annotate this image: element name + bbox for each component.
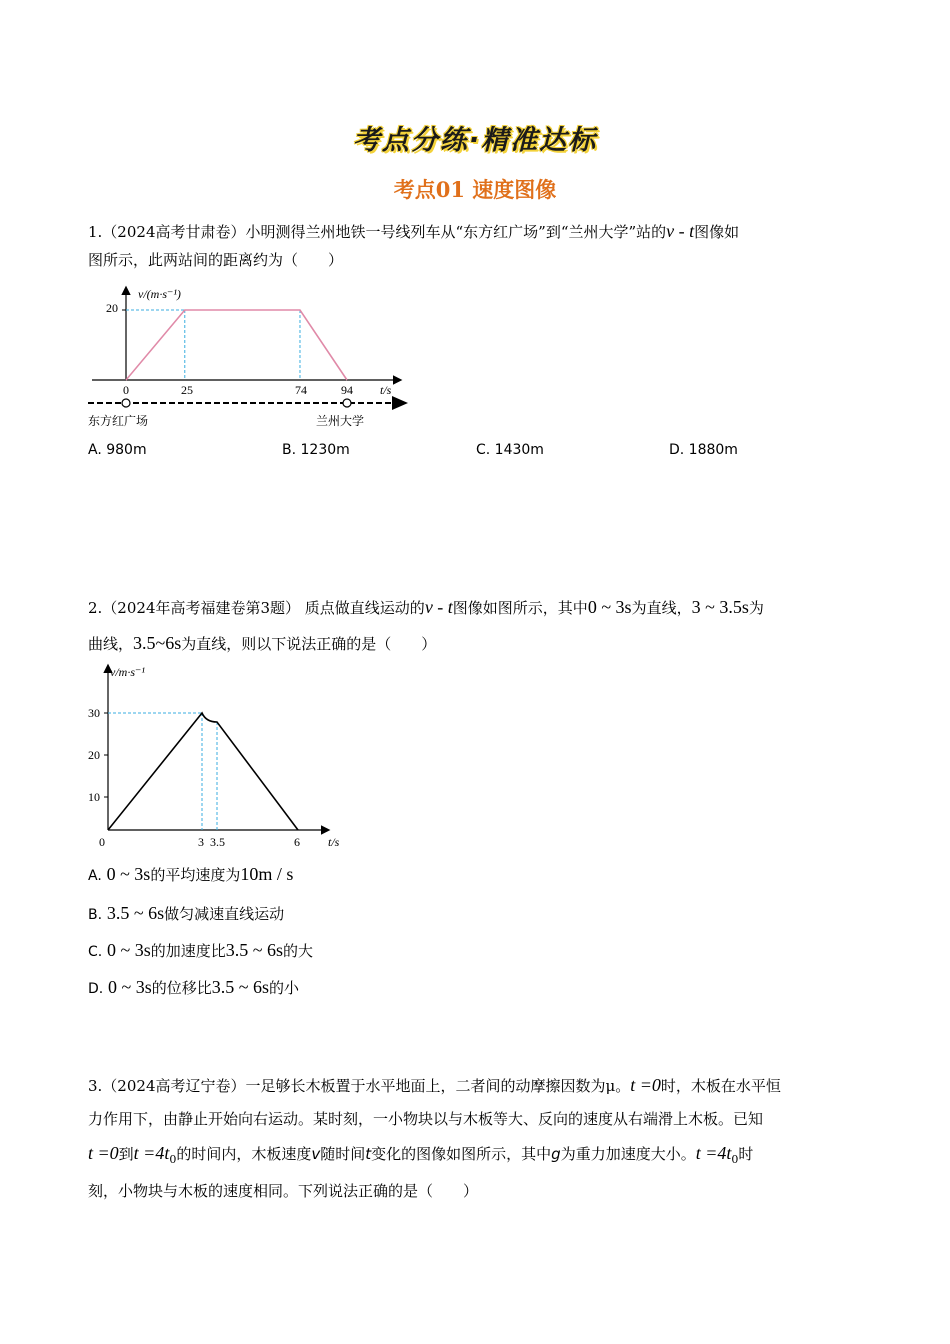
q2-y-axis-label: v/m·s⁻¹ bbox=[110, 665, 145, 679]
q2-stem-text-6: 为直线，则以下说法正确的是（ ） bbox=[181, 635, 437, 653]
q3-stem-line4: 刻，小物块与木板的速度相同。下列说法正确的是（ ） bbox=[88, 1182, 479, 1200]
q3-stem-text-3: 到 bbox=[118, 1145, 134, 1163]
q2-option-d-math-1: 0 ~ 3s bbox=[108, 977, 152, 997]
q2-option-b-label: B. bbox=[88, 907, 103, 923]
q1-options bbox=[88, 442, 868, 462]
q2-x-tick-6: 6 bbox=[294, 835, 300, 849]
q2-vt-symbol: v - t bbox=[424, 597, 453, 617]
q1-stem-text-end: 图像如 bbox=[694, 223, 740, 241]
q2-option-a-math-1: 0 ~ 3s bbox=[106, 864, 151, 884]
q1-y-axis-label: v/(m·s⁻¹) bbox=[138, 287, 181, 301]
q2-option-a-label: A. bbox=[88, 868, 102, 884]
q1-track-arrow bbox=[392, 396, 408, 410]
q1-station-end-marker bbox=[343, 399, 351, 407]
q3-var-v: v bbox=[311, 1145, 321, 1163]
q2-option-d-text: 的位移比 bbox=[151, 979, 212, 997]
q3-t-equals-4t0: t =4t bbox=[133, 1143, 170, 1163]
q1-x-tick-74: 74 bbox=[295, 383, 307, 397]
q2-stem-text: 2.（2024年高考福建卷第3题） 质点做直线运动的 bbox=[88, 599, 425, 617]
q2-option-d-math-2: 3.5 ~ 6s bbox=[211, 977, 270, 997]
q3-var-t: t bbox=[365, 1145, 372, 1163]
q2-option-d-text-2: 的小 bbox=[269, 979, 300, 997]
q1-station-start-label: 东方红广场 bbox=[88, 414, 149, 428]
q1-vt-figure bbox=[88, 282, 418, 432]
q2-option-a[interactable] bbox=[88, 863, 868, 887]
q2-option-b-text: 做匀减速直线运动 bbox=[164, 905, 285, 923]
q1-x-tick-0: 0 bbox=[123, 383, 129, 397]
q1-option-a[interactable]: A. 980m bbox=[88, 442, 147, 458]
q2-y-tick-30: 30 bbox=[88, 706, 100, 720]
q3-stem-text-6: 变化的图像如图所示，其中 bbox=[371, 1145, 552, 1163]
q2-option-c-text-2: 的大 bbox=[283, 942, 314, 960]
q2-y-tick-20: 20 bbox=[88, 748, 100, 762]
q2-option-c-label: C. bbox=[88, 944, 103, 960]
q2-velocity-line bbox=[108, 713, 298, 830]
q2-option-d-label: D. bbox=[88, 981, 104, 997]
q1-option-b[interactable]: B. 1230m bbox=[282, 442, 350, 458]
q1-y-tick-20: 20 bbox=[106, 301, 118, 315]
q3-subscript-0-b: 0 bbox=[731, 1153, 739, 1166]
q1-station-end-label: 兰州大学 bbox=[316, 414, 365, 428]
q2-option-d[interactable] bbox=[88, 976, 868, 1000]
q2-option-c[interactable] bbox=[88, 939, 868, 963]
q2-x-tick-3: 3 bbox=[198, 835, 204, 849]
q1-guide-lines bbox=[122, 310, 300, 380]
q1-option-d[interactable]: D. 1880m bbox=[669, 442, 738, 458]
q1-stem-text: 1.（2024高考甘肃卷）小明测得兰州地铁一号线列车从“东方红广场”到“兰州大学”站的 bbox=[88, 223, 667, 241]
q2-stem-line1 bbox=[88, 596, 868, 619]
q3-t-equals-0-b: t =0 bbox=[88, 1143, 119, 1163]
q2-stem-text-2: 图像如图所示，其中 bbox=[452, 599, 588, 617]
q2-range-3: 3.5~6s bbox=[133, 633, 182, 653]
q3-stem-text-4: 的时间内，木板速度 bbox=[176, 1145, 312, 1163]
q3-stem-text-5: 随时间 bbox=[320, 1145, 366, 1163]
q1-x-axis-label: t/s bbox=[380, 383, 392, 397]
q2-stem-text-4: 为 bbox=[748, 599, 764, 617]
q2-option-a-math-2: 10m / s bbox=[240, 864, 294, 884]
q2-option-c-math-1: 0 ~ 3s bbox=[107, 940, 151, 960]
q3-subscript-0: 0 bbox=[169, 1153, 177, 1166]
q2-stem-text-3: 为直线， bbox=[631, 599, 692, 617]
q1-stem-line1 bbox=[88, 220, 868, 243]
q1-velocity-line bbox=[126, 310, 347, 380]
q1-x-tick-94: 94 bbox=[341, 383, 353, 397]
q2-range-1: 0 ~ 3s bbox=[587, 597, 632, 617]
q3-stem-line3 bbox=[88, 1142, 868, 1171]
q2-stem-text-5: 曲线， bbox=[88, 635, 134, 653]
q1-x-tick-25: 25 bbox=[181, 383, 193, 397]
q3-stem-line1 bbox=[88, 1074, 868, 1097]
q2-option-b-math-1: 3.5 ~ 6s bbox=[106, 903, 165, 923]
q3-t-equals-0: t =0 bbox=[630, 1075, 661, 1095]
q2-option-c-math-2: 3.5 ~ 6s bbox=[225, 940, 284, 960]
q3-stem-text-7: 为重力加速度大小。 bbox=[560, 1145, 696, 1163]
q2-x-tick-0: 0 bbox=[99, 835, 105, 849]
q1-vt-symbol: v - t bbox=[666, 221, 695, 241]
q2-option-b[interactable] bbox=[88, 902, 868, 926]
q2-option-a-text: 的平均速度为 bbox=[150, 866, 241, 884]
q3-t-equals-4t0-b: t =4t bbox=[695, 1143, 732, 1163]
q1-option-c[interactable]: C. 1430m bbox=[476, 442, 544, 458]
q2-range-2: 3 ~ 3.5s bbox=[691, 597, 749, 617]
section-banner: 考点分练·精准达标 bbox=[352, 125, 598, 156]
section-heading: 考点01 速度图像 bbox=[393, 177, 557, 202]
q2-option-c-text: 的加速度比 bbox=[150, 942, 226, 960]
q2-x-tick-3.5: 3.5 bbox=[210, 835, 225, 849]
q3-stem-line2: 力作用下，由静止开始向右运动。某时刻，一小物块以与木板等大、反向的速度从右端滑上木板。已知 bbox=[88, 1110, 764, 1128]
q3-var-g: g bbox=[551, 1145, 561, 1163]
q3-stem-text-2: 时，木板在水平恒 bbox=[660, 1077, 781, 1095]
q1-stem-line2: 图所示，此两站间的距离约为（ ） bbox=[88, 251, 344, 269]
q3-stem-text-1: 3.（2024高考辽宁卷）一足够长木板置于水平地面上，二者间的动摩擦因数为μ。 bbox=[88, 1077, 631, 1095]
q2-vt-figure bbox=[88, 662, 358, 854]
q1-station-start-marker bbox=[122, 399, 130, 407]
q3-stem-text-8: 时 bbox=[738, 1145, 754, 1163]
q2-x-axis-label: t/s bbox=[328, 835, 340, 849]
q2-stem-line2 bbox=[88, 632, 868, 655]
q2-y-tick-10: 10 bbox=[88, 790, 100, 804]
